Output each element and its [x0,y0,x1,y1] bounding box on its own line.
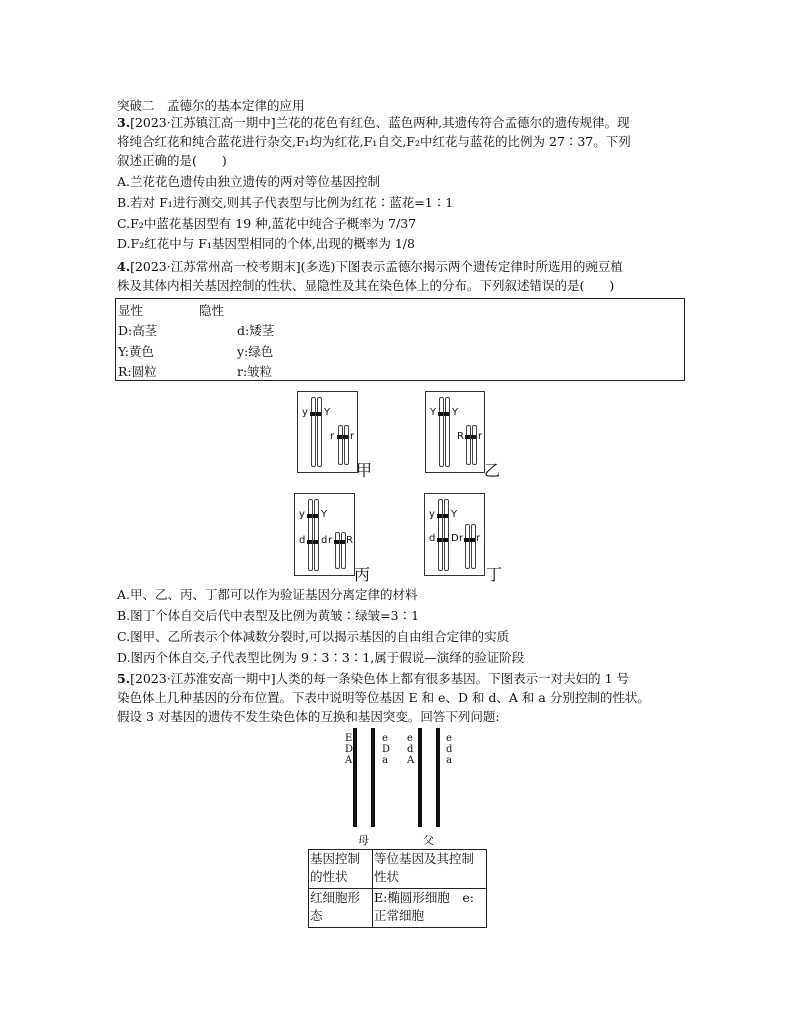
trait-dominant-1: D:高茎 [118,323,158,338]
gene-label: Y [321,509,328,520]
gene-label: R [457,431,464,442]
gene-label: d [299,535,306,546]
chromosome [308,499,313,571]
gene-label: Y [324,407,331,418]
gene-label: D [451,533,459,544]
q4-option-c: C.图甲、乙所表示个体减数分裂时,可以揭示基因的自由组合定律的实质 [117,629,510,644]
gene-band [437,538,442,542]
section-title: 突破二 孟德尔的基本定律的应用 [117,98,305,113]
chromosome [344,425,349,465]
table-cell-allele: E:椭圆形细胞 e:正常细胞 [373,889,487,928]
gene-label: r [330,431,335,442]
chromosome-father-1 [418,728,422,827]
gene-band [307,514,312,518]
chromosome [444,499,449,571]
chromosome [338,425,343,465]
trait-header-dominant: 显性 [118,303,144,318]
chromosome [314,499,319,571]
q3-option-a: A.兰花花色遗传由独立遗传的两对等位基因控制 [117,174,381,189]
gene-label: E [345,733,353,744]
gene-label: y [302,407,308,418]
chromosome [335,532,340,569]
trait-recessive-3: r:皱粒 [237,364,273,379]
chromosome-father-2 [436,728,440,827]
chromosome [465,524,470,569]
q3-line-1: 3.[2023·江苏镇江高一期中]兰花的花色有红色、蓝色两种,其遗传符合孟德尔的遗传规律。现 [117,115,630,130]
q4-number: 4. [117,259,131,274]
father-label: 父 [423,834,434,847]
gene-label: e [407,733,413,744]
gene-label: D [382,744,391,755]
q4-option-b: B.图丁个体自交后代中表型及比例为黄皱∶绿皱=3∶1 [117,608,420,623]
figure-bing-box [294,493,355,576]
trait-dominant-2: Y:黄色 [118,344,154,359]
gene-band [465,435,470,439]
gene-label: r [350,431,355,442]
figure-jia-caption: 甲 [356,461,373,480]
gene-label: A [345,755,353,766]
q5-line-3: 假设 3 对基因的遗传不发生染色体的互换和基因突变。回答下列问题: [117,709,500,724]
figure-ding-caption: 丁 [486,565,503,584]
gene-label: Y [451,509,458,520]
trait-header-recessive: 隐性 [199,303,225,318]
gene-band [443,514,448,518]
gene-label: d [446,744,453,755]
gene-band [340,540,345,544]
gene-label: D [345,744,354,755]
figure-yi-box [425,391,485,473]
gene-band [334,540,339,544]
q3-option-c: C.F₂中蓝花基因型有 19 种,蓝花中纯合子概率为 7/37 [117,216,417,231]
chromosome [438,499,443,571]
gene-label: d [429,533,436,544]
q4-line-2: 株及其体内相关基因控制的性状、显隐性及其在染色体上的分布。下列叙述错误的是( ) [117,278,615,293]
chromosome [471,524,476,569]
trait-dominant-3: R:圆粒 [118,364,157,379]
gene-label: d [321,535,328,546]
gene-band [307,540,312,544]
gene-band [471,435,476,439]
gene-label: a [382,755,388,766]
gene-band [438,412,443,416]
chromosome [445,397,450,467]
gene-band [313,514,318,518]
gene-label: e [382,733,388,744]
figure-ding-box [424,493,485,576]
gene-label: Y [430,407,437,418]
q3-number: 3. [117,115,131,130]
q4-line-1: 4.[2023·江苏常州高一校考期末](多选)下图表示孟德尔揭示两个遗传定律时所选用的豌豆植 [117,259,623,274]
gene-label: r [478,431,483,442]
chromosome [311,397,316,467]
gene-band [464,538,469,542]
table-header-allele: 等位基因及其控制性状 [373,850,487,889]
chromosome-mother-2 [371,728,375,827]
gene-label: y [299,509,305,520]
trait-recessive-2: y:绿色 [237,344,274,359]
chromosome [472,425,477,465]
gene-label: a [446,755,452,766]
gene-label: e [446,733,452,744]
gene-band [444,412,449,416]
gene-label: d [407,744,414,755]
gene-band [316,412,321,416]
gene-label: r [476,533,481,544]
gene-band [313,540,318,544]
gene-band [343,435,348,439]
gene-label: Y [452,407,459,418]
mother-label: 母 [358,834,369,847]
table-header-trait: 基因控制的性状 [309,850,373,889]
trait-table [115,298,685,381]
q3-option-d: D.F₂红花中与 F₁基因型相同的个体,出现的概率为 1/8 [117,236,415,251]
gene-band [337,435,342,439]
gene-band [470,538,475,542]
q5-line-2: 染色体上几种基因的分布位置。下表中说明等位基因 E 和 e、D 和 d、A 和 a 分别控制的性状。 [117,690,650,705]
gene-label: r [328,535,333,546]
gene-band [437,514,442,518]
chromosome-mother-1 [353,728,357,827]
trait-allele-table [308,849,487,928]
gene-band [443,538,448,542]
q3-option-b: B.若对 F₁进行测交,则其子代表型与比例为红花∶蓝花=1∶1 [117,195,454,210]
q4-option-d: D.图丙个体自交,子代表型比例为 9∶3∶3∶1,属于假说—演绎的验证阶段 [117,650,525,665]
chromosome [466,425,471,465]
gene-label: A [407,755,415,766]
figure-jia-box [297,391,358,473]
q3-line-3: 叙述正确的是( ) [117,153,227,168]
trait-recessive-1: d:矮茎 [237,323,275,338]
q3-line-2: 将纯合红花和纯合蓝花进行杂交,F₁均为红花,F₁自交,F₂中红花与蓝花的比例为 27∶37。下列 [117,134,631,149]
q5-line-1: 5.[2023·江苏淮安高一期中]人类的每一条染色体上都有很多基因。下图表示一对夫妇的 1 号 [117,671,630,686]
figure-bing-caption: 丙 [354,565,371,584]
table-cell-trait: 红细胞形态 [309,889,373,928]
gene-label: R [346,535,353,546]
q5-number: 5. [117,671,131,686]
chromosome [439,397,444,467]
gene-band [310,412,315,416]
chromosome [317,397,322,467]
figure-yi-caption: 乙 [484,461,501,480]
gene-label: y [429,509,435,520]
q4-option-a: A.甲、乙、丙、丁都可以作为验证基因分离定律的材料 [117,587,418,602]
gene-label: r [459,533,464,544]
